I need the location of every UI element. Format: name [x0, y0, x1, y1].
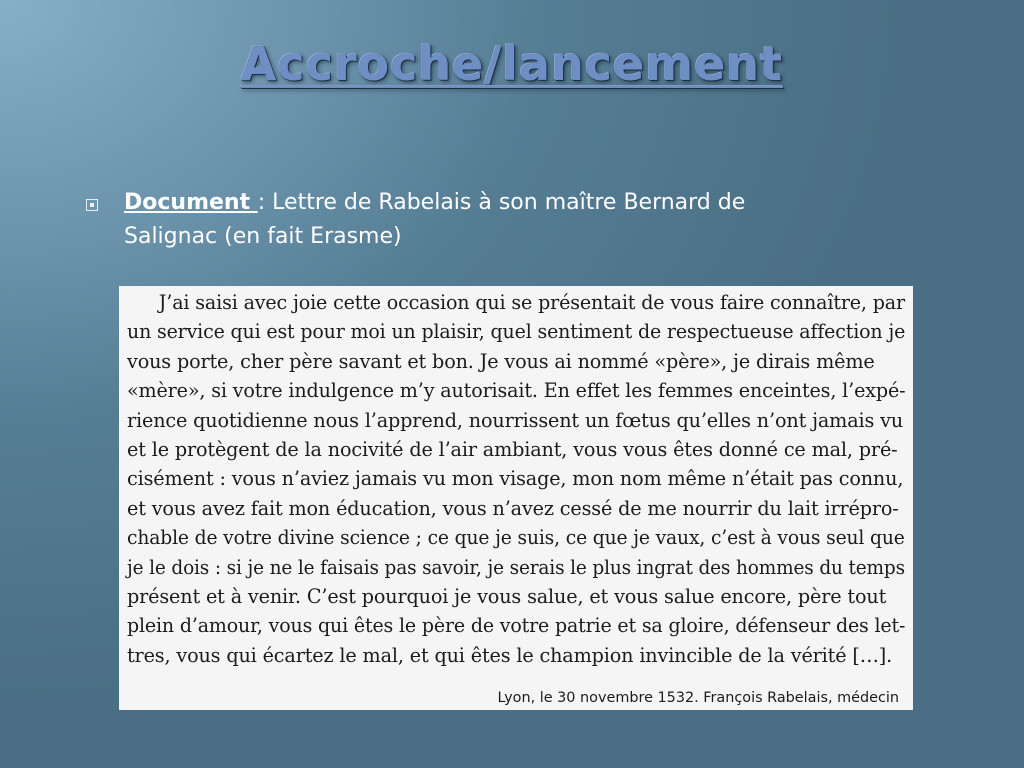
bullet-text-line1: Lettre de Rabelais à son maître Bernard de [265, 190, 746, 215]
excerpt-line: un service qui est pour moi un plaisir, quel sentiment de respectueuse affection je [127, 320, 906, 344]
excerpt-line: «mère», si votre indulgence m’y autorisait. En effet les femmes enceintes, l’expé- [127, 379, 906, 403]
excerpt-line: et le protègent de la nocivité de l’air ambiant, vous vous êtes donné ce mal, pré- [127, 438, 898, 462]
document-label: Document [124, 190, 258, 215]
letter-excerpt-image [119, 286, 913, 710]
bullet-item [86, 186, 886, 254]
bullet-text-line2: Salignac (en fait Erasme) [124, 224, 402, 249]
excerpt-line: chable de votre divine science ; ce que je suis, ce que je vaux, c’est à vous seul que [127, 526, 905, 550]
excerpt-line: cisément : vous n’aviez jamais vu mon visage, mon nom même n’était pas connu, [127, 467, 904, 491]
excerpt-line: présent et à venir. C’est pourquoi je vous salue, et vous salue encore, père tout [127, 585, 887, 609]
excerpt-signature: Lyon, le 30 novembre 1532. François Rabelais, médecin [497, 690, 899, 706]
excerpt-line: et vous avez fait mon éducation, vous n’avez cessé de me nourrir du lait irrépro- [127, 496, 899, 520]
excerpt-line: rience quotidienne nous l’apprend, nourrissent un fœtus qu’elles n’ont jamais vu [127, 408, 904, 432]
excerpt-line: J’ai saisi avec joie cette occasion qui se présentait de vous faire connaître, par [158, 291, 905, 314]
document-separator: : [257, 190, 266, 215]
excerpt-line: je le dois : si je ne le faisais pas savoir, je serais le plus ingrat des hommes du temps [127, 555, 905, 579]
bullet-text [124, 186, 745, 254]
square-bullet-icon [86, 199, 98, 211]
excerpt-line: tres, vous qui écartez le mal, et qui êtes le champion invincible de la vérité […]. [127, 643, 893, 667]
slide-title: Accroche/lancement [240, 37, 784, 91]
excerpt-line: vous porte, cher père savant et bon. Je vous ai nommé «père», je dirais même [127, 349, 875, 373]
excerpt-line: plein d’amour, vous qui êtes le père de votre patrie et sa gloire, défenseur des let- [127, 614, 906, 638]
